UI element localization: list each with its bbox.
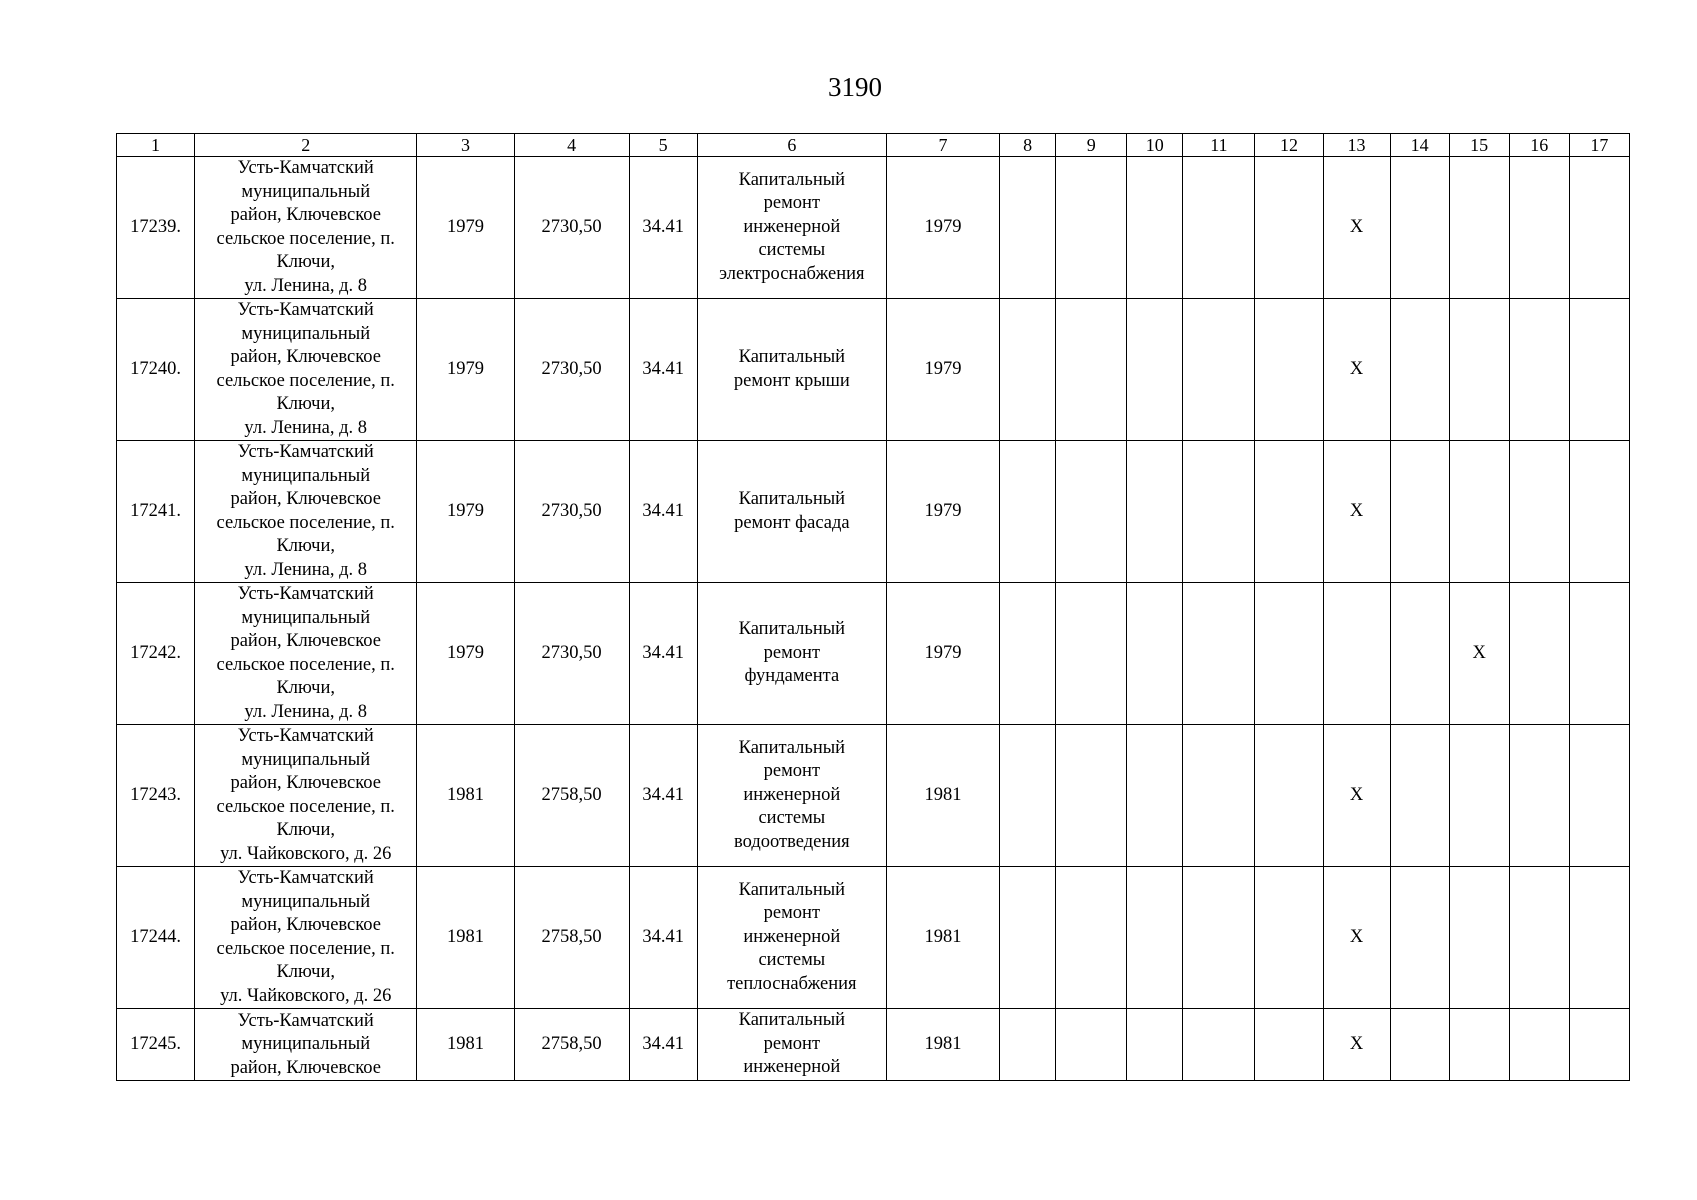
year-cell-2: 1981 — [886, 725, 999, 867]
registry-table — [116, 133, 1630, 1081]
row-number: 17239. — [117, 157, 195, 299]
mark-cell — [1056, 157, 1127, 299]
mark-cell — [1255, 299, 1323, 441]
mark-cell — [1000, 299, 1056, 441]
address-cell: Усть-Камчатский муниципальный район, Ключевское сельское поселение, п. Ключи, ул. Ленина, д. 8 — [195, 583, 417, 725]
area-cell: 2730,50 — [514, 299, 629, 441]
mark-cell — [1000, 583, 1056, 725]
mark-cell — [1183, 867, 1255, 1009]
header-cell: 8 — [1000, 134, 1056, 157]
code-cell: 34.41 — [629, 1009, 697, 1081]
mark-cell — [1449, 1009, 1509, 1081]
row-number: 17240. — [117, 299, 195, 441]
mark-cell — [1255, 1009, 1323, 1081]
year-cell: 1981 — [417, 725, 514, 867]
table-row — [117, 725, 1630, 867]
work-type-cell: Капитальный ремонт фасада — [697, 441, 886, 583]
address-cell: Усть-Камчатский муниципальный район, Ключевское сельское поселение, п. Ключи, ул. Чайковского, д. 26 — [195, 725, 417, 867]
mark-cell — [1127, 867, 1183, 1009]
mark-cell — [1449, 299, 1509, 441]
mark-cell — [1569, 583, 1629, 725]
table-row — [117, 157, 1630, 299]
mark-cell — [1323, 583, 1390, 725]
header-cell: 1 — [117, 134, 195, 157]
year-cell-2: 1981 — [886, 867, 999, 1009]
work-type-cell: Капитальный ремонт инженерной системы теплоснабжения — [697, 867, 886, 1009]
mark-cell — [1509, 867, 1569, 1009]
mark-cell — [1183, 725, 1255, 867]
mark-cell — [1056, 867, 1127, 1009]
year-cell: 1979 — [417, 299, 514, 441]
code-cell: 34.41 — [629, 725, 697, 867]
mark-cell — [1255, 867, 1323, 1009]
mark-cell — [1056, 583, 1127, 725]
row-number: 17244. — [117, 867, 195, 1009]
year-cell: 1981 — [417, 1009, 514, 1081]
mark-cell — [1183, 299, 1255, 441]
mark-cell — [1255, 725, 1323, 867]
header-cell: 12 — [1255, 134, 1323, 157]
header-cell: 7 — [886, 134, 999, 157]
mark-cell: X — [1449, 583, 1509, 725]
mark-cell — [1509, 583, 1569, 725]
row-number: 17243. — [117, 725, 195, 867]
table-row — [117, 299, 1630, 441]
year-cell: 1981 — [417, 867, 514, 1009]
area-cell: 2730,50 — [514, 441, 629, 583]
area-cell: 2730,50 — [514, 583, 629, 725]
area-cell: 2730,50 — [514, 157, 629, 299]
address-cell: Усть-Камчатский муниципальный район, Ключевское сельское поселение, п. Ключи, ул. Ленина, д. 8 — [195, 441, 417, 583]
header-cell: 4 — [514, 134, 629, 157]
mark-cell — [1509, 299, 1569, 441]
code-cell: 34.41 — [629, 867, 697, 1009]
address-cell: Усть-Камчатский муниципальный район, Ключевское сельское поселение, п. Ключи, ул. Ленина, д. 8 — [195, 299, 417, 441]
mark-cell — [1449, 157, 1509, 299]
mark-cell — [1449, 441, 1509, 583]
code-cell: 34.41 — [629, 157, 697, 299]
year-cell-2: 1979 — [886, 299, 999, 441]
header-cell: 3 — [417, 134, 514, 157]
mark-cell — [1509, 725, 1569, 867]
mark-cell — [1569, 1009, 1629, 1081]
table-row — [117, 441, 1630, 583]
mark-cell — [1449, 725, 1509, 867]
table-row — [117, 583, 1630, 725]
mark-cell — [1000, 157, 1056, 299]
mark-cell — [1255, 583, 1323, 725]
header-cell: 13 — [1323, 134, 1390, 157]
row-number: 17242. — [117, 583, 195, 725]
mark-cell — [1569, 725, 1629, 867]
area-cell: 2758,50 — [514, 725, 629, 867]
year-cell-2: 1979 — [886, 583, 999, 725]
mark-cell: X — [1323, 867, 1390, 1009]
mark-cell — [1127, 157, 1183, 299]
mark-cell — [1255, 157, 1323, 299]
year-cell: 1979 — [417, 441, 514, 583]
mark-cell — [1449, 867, 1509, 1009]
header-cell: 2 — [195, 134, 417, 157]
area-cell: 2758,50 — [514, 867, 629, 1009]
mark-cell: X — [1323, 1009, 1390, 1081]
mark-cell — [1056, 441, 1127, 583]
mark-cell: X — [1323, 725, 1390, 867]
address-text: Усть-Камчатский муниципальный район, Ключевское — [230, 1010, 381, 1078]
work-type-cell: Капитальный ремонт инженерной — [697, 1009, 886, 1081]
mark-cell — [1569, 299, 1629, 441]
mark-cell: X — [1323, 157, 1390, 299]
mark-cell — [1127, 1009, 1183, 1081]
work-type-cell: Капитальный ремонт фундамента — [697, 583, 886, 725]
address-cell — [195, 1009, 417, 1081]
mark-cell — [1509, 157, 1569, 299]
page-number: 3190 — [828, 72, 882, 102]
code-cell: 34.41 — [629, 299, 697, 441]
address-cell: Усть-Камчатский муниципальный район, Ключевское сельское поселение, п. Ключи, ул. Чайковского, д. 26 — [195, 867, 417, 1009]
mark-cell — [1127, 583, 1183, 725]
mark-cell — [1509, 1009, 1569, 1081]
header-row — [117, 134, 1630, 157]
mark-cell — [1390, 441, 1449, 583]
year-cell: 1979 — [417, 157, 514, 299]
header-cell: 5 — [629, 134, 697, 157]
table-row — [117, 867, 1630, 1009]
mark-cell — [1056, 1009, 1127, 1081]
mark-cell — [1390, 299, 1449, 441]
header-cell: 11 — [1183, 134, 1255, 157]
mark-cell — [1569, 441, 1629, 583]
table-row — [117, 1009, 1630, 1081]
work-type-cell: Капитальный ремонт крыши — [697, 299, 886, 441]
header-cell: 17 — [1569, 134, 1629, 157]
header-cell: 9 — [1056, 134, 1127, 157]
mark-cell — [1569, 157, 1629, 299]
mark-cell: X — [1323, 299, 1390, 441]
year-cell: 1979 — [417, 583, 514, 725]
year-cell-2: 1979 — [886, 441, 999, 583]
mark-cell: X — [1323, 441, 1390, 583]
mark-cell — [1127, 441, 1183, 583]
mark-cell — [1056, 299, 1127, 441]
mark-cell — [1183, 583, 1255, 725]
mark-cell — [1390, 1009, 1449, 1081]
header-cell: 15 — [1449, 134, 1509, 157]
mark-cell — [1390, 725, 1449, 867]
mark-cell — [1569, 867, 1629, 1009]
address-cell: Усть-Камчатский муниципальный район, Ключевское сельское поселение, п. Ключи, ул. Ленина, д. 8 — [195, 157, 417, 299]
header-cell: 6 — [697, 134, 886, 157]
mark-cell — [1183, 157, 1255, 299]
mark-cell — [1000, 1009, 1056, 1081]
work-type-cell: Капитальный ремонт инженерной системы водоотведения — [697, 725, 886, 867]
code-cell: 34.41 — [629, 441, 697, 583]
mark-cell — [1390, 583, 1449, 725]
mark-cell — [1000, 441, 1056, 583]
header-cell: 10 — [1127, 134, 1183, 157]
mark-cell — [1056, 725, 1127, 867]
mark-cell — [1000, 725, 1056, 867]
area-cell: 2758,50 — [514, 1009, 629, 1081]
mark-cell — [1255, 441, 1323, 583]
year-cell-2: 1979 — [886, 157, 999, 299]
mark-cell — [1000, 867, 1056, 1009]
row-number: 17245. — [117, 1009, 195, 1081]
code-cell: 34.41 — [629, 583, 697, 725]
header-cell: 16 — [1509, 134, 1569, 157]
mark-cell — [1390, 157, 1449, 299]
mark-cell — [1183, 441, 1255, 583]
header-cell: 14 — [1390, 134, 1449, 157]
mark-cell — [1183, 1009, 1255, 1081]
mark-cell — [1127, 299, 1183, 441]
mark-cell — [1509, 441, 1569, 583]
mark-cell — [1390, 867, 1449, 1009]
work-type-cell: Капитальный ремонт инженерной системы электроснабжения — [697, 157, 886, 299]
mark-cell — [1127, 725, 1183, 867]
row-number: 17241. — [117, 441, 195, 583]
year-cell-2: 1981 — [886, 1009, 999, 1081]
